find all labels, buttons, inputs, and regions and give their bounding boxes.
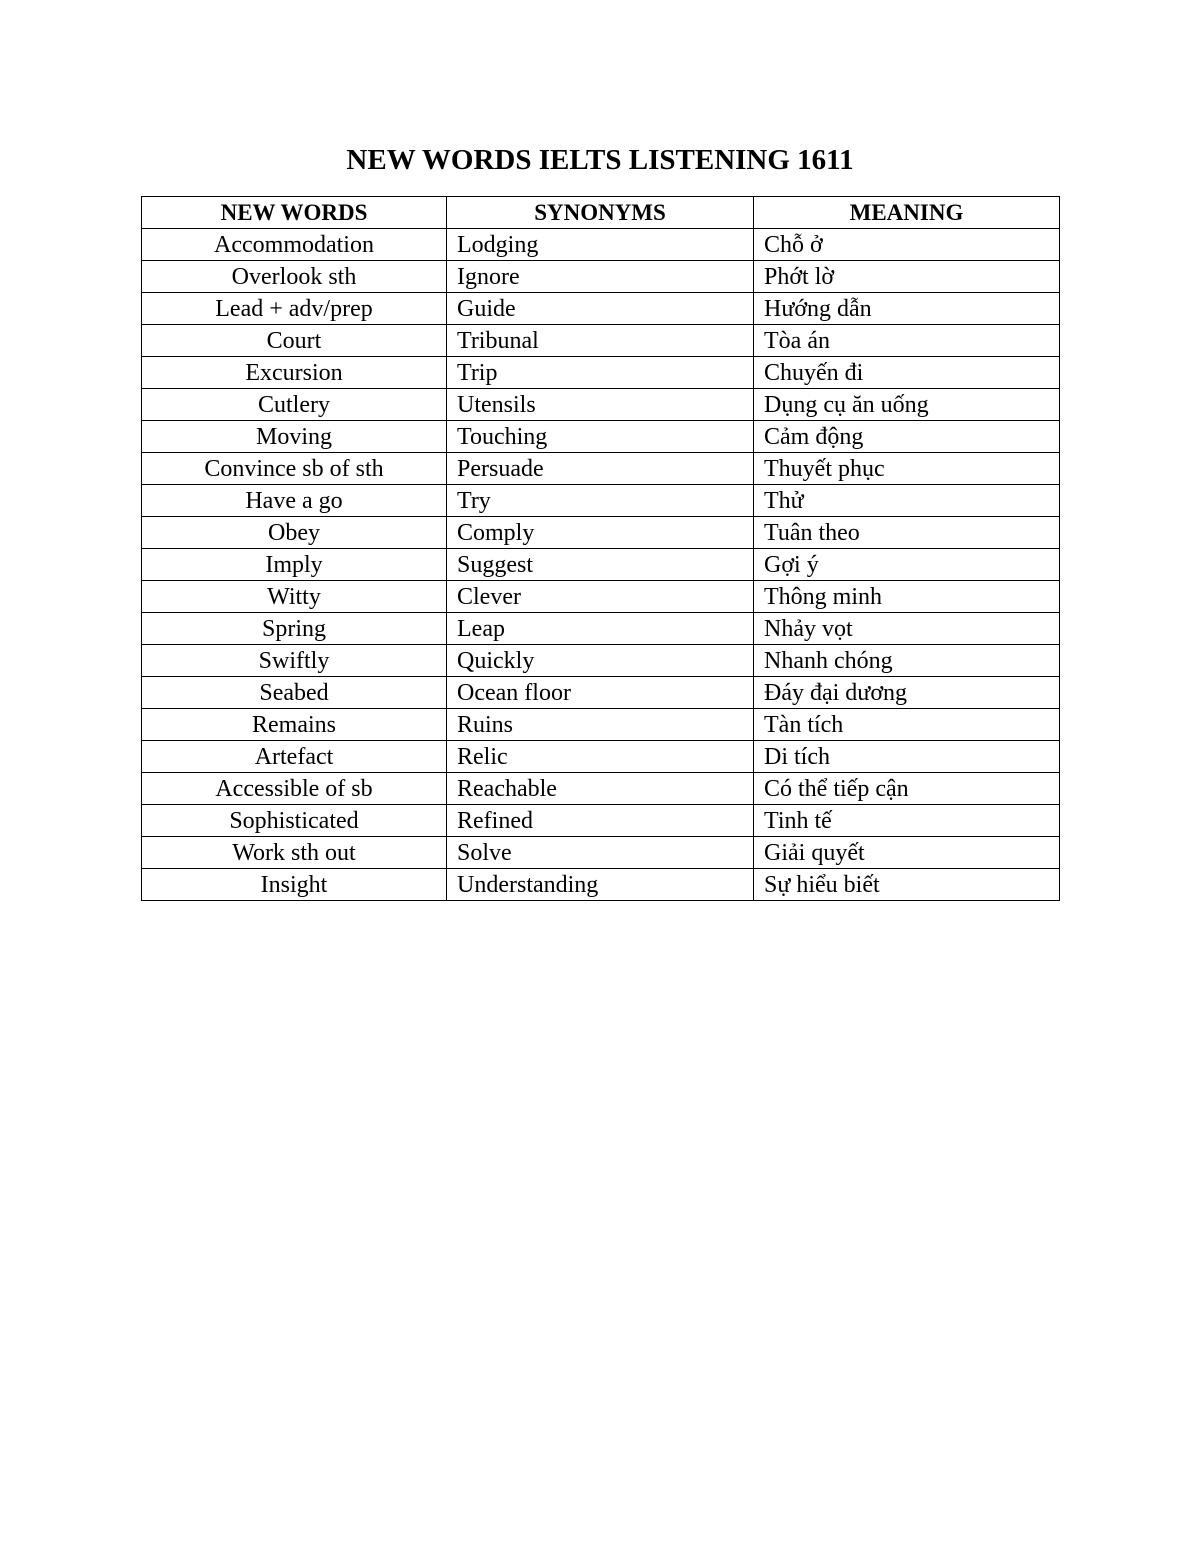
meaning-cell: Giải quyết xyxy=(754,837,1060,869)
table-header-row xyxy=(142,197,1060,229)
synonym-cell: Ignore xyxy=(447,261,754,293)
table-row xyxy=(142,229,1060,261)
synonym-cell: Ocean floor xyxy=(447,677,754,709)
word-cell: Overlook sth xyxy=(142,261,447,293)
word-cell: Imply xyxy=(142,549,447,581)
word-cell: Accessible of sb xyxy=(142,773,447,805)
table-row xyxy=(142,773,1060,805)
meaning-cell: Tàn tích xyxy=(754,709,1060,741)
meaning-cell: Nhanh chóng xyxy=(754,645,1060,677)
page-title: NEW WORDS IELTS LISTENING 1611 xyxy=(346,144,854,176)
table-row xyxy=(142,325,1060,357)
meaning-cell: Thuyết phục xyxy=(754,453,1060,485)
table-row xyxy=(142,549,1060,581)
synonym-cell: Suggest xyxy=(447,549,754,581)
synonym-cell: Touching xyxy=(447,421,754,453)
table-row xyxy=(142,517,1060,549)
word-cell: Court xyxy=(142,325,447,357)
table-row xyxy=(142,389,1060,421)
meaning-cell: Tuân theo xyxy=(754,517,1060,549)
table-row xyxy=(142,741,1060,773)
table-row xyxy=(142,581,1060,613)
meaning-cell: Chỗ ở xyxy=(754,229,1060,261)
table-body xyxy=(142,229,1060,901)
meaning-cell: Phớt lờ xyxy=(754,261,1060,293)
meaning-cell: Đáy đại dương xyxy=(754,677,1060,709)
synonym-cell: Trip xyxy=(447,357,754,389)
synonym-cell: Guide xyxy=(447,293,754,325)
table-row xyxy=(142,261,1060,293)
word-cell: Spring xyxy=(142,613,447,645)
word-cell: Have a go xyxy=(142,485,447,517)
synonym-cell: Leap xyxy=(447,613,754,645)
word-cell: Insight xyxy=(142,869,447,901)
word-cell: Convince sb of sth xyxy=(142,453,447,485)
header-synonyms: SYNONYMS xyxy=(447,197,754,229)
word-cell: Obey xyxy=(142,517,447,549)
synonym-cell: Refined xyxy=(447,805,754,837)
synonym-cell: Quickly xyxy=(447,645,754,677)
meaning-cell: Có thể tiếp cận xyxy=(754,773,1060,805)
vocabulary-table xyxy=(141,196,1060,901)
meaning-cell: Hướng dẫn xyxy=(754,293,1060,325)
word-cell: Accommodation xyxy=(142,229,447,261)
meaning-cell: Thử xyxy=(754,485,1060,517)
table-row xyxy=(142,805,1060,837)
table-row xyxy=(142,869,1060,901)
word-cell: Cutlery xyxy=(142,389,447,421)
synonym-cell: Try xyxy=(447,485,754,517)
meaning-cell: Chuyến đi xyxy=(754,357,1060,389)
word-cell: Witty xyxy=(142,581,447,613)
meaning-cell: Gợi ý xyxy=(754,549,1060,581)
table-row xyxy=(142,421,1060,453)
meaning-cell: Cảm động xyxy=(754,421,1060,453)
word-cell: Work sth out xyxy=(142,837,447,869)
meaning-cell: Sự hiểu biết xyxy=(754,869,1060,901)
synonym-cell: Reachable xyxy=(447,773,754,805)
meaning-cell: Di tích xyxy=(754,741,1060,773)
meaning-cell: Tòa án xyxy=(754,325,1060,357)
synonym-cell: Clever xyxy=(447,581,754,613)
synonym-cell: Ruins xyxy=(447,709,754,741)
table-row xyxy=(142,453,1060,485)
meaning-cell: Dụng cụ ăn uống xyxy=(754,389,1060,421)
table-row xyxy=(142,357,1060,389)
word-cell: Excursion xyxy=(142,357,447,389)
table-row xyxy=(142,645,1060,677)
synonym-cell: Utensils xyxy=(447,389,754,421)
table-row xyxy=(142,677,1060,709)
table-row xyxy=(142,613,1060,645)
meaning-cell: Thông minh xyxy=(754,581,1060,613)
synonym-cell: Understanding xyxy=(447,869,754,901)
word-cell: Seabed xyxy=(142,677,447,709)
word-cell: Moving xyxy=(142,421,447,453)
word-cell: Lead + adv/prep xyxy=(142,293,447,325)
synonym-cell: Lodging xyxy=(447,229,754,261)
synonym-cell: Relic xyxy=(447,741,754,773)
table-row xyxy=(142,837,1060,869)
word-cell: Remains xyxy=(142,709,447,741)
header-meaning: MEANING xyxy=(754,197,1060,229)
synonym-cell: Persuade xyxy=(447,453,754,485)
table-row xyxy=(142,485,1060,517)
word-cell: Swiftly xyxy=(142,645,447,677)
synonym-cell: Comply xyxy=(447,517,754,549)
header-new-words: NEW WORDS xyxy=(142,197,447,229)
table-row xyxy=(142,709,1060,741)
meaning-cell: Tinh tế xyxy=(754,805,1060,837)
synonym-cell: Solve xyxy=(447,837,754,869)
word-cell: Sophisticated xyxy=(142,805,447,837)
meaning-cell: Nhảy vọt xyxy=(754,613,1060,645)
synonym-cell: Tribunal xyxy=(447,325,754,357)
table-row xyxy=(142,293,1060,325)
word-cell: Artefact xyxy=(142,741,447,773)
